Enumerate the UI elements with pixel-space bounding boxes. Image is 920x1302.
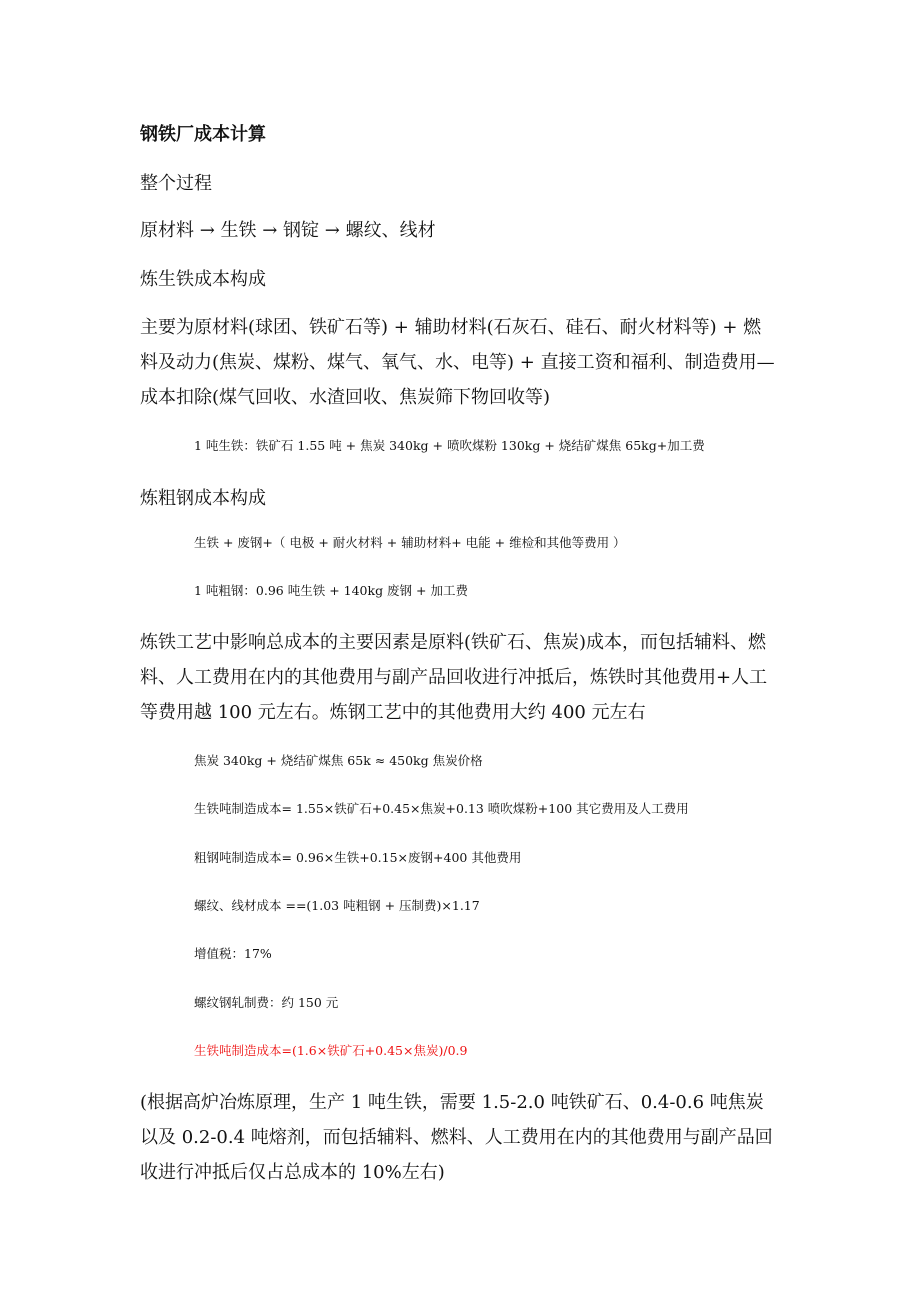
- section-heading-pig-iron: 炼生铁成本构成: [140, 269, 266, 290]
- section-heading-process: 整个过程: [140, 173, 212, 194]
- pig-iron-paragraph-line-3: 成本扣除(煤气回收、水渣回收、焦炭筛下物回收等): [140, 387, 551, 408]
- formula-coke: 焦炭 340kg + 烧结矿煤焦 65k ≈ 450kg 焦炭价格: [194, 753, 483, 768]
- note-paragraph-line-3: 收进行冲抵后仅占总成本的 10%左右): [140, 1162, 445, 1183]
- formula-rebar-cost: 螺纹、线材成本 ==(1.03 吨粗钢 + 压制费)×1.17: [194, 898, 480, 913]
- note-paragraph-line-1: (根据高炉冶炼原理，生产 1 吨生铁，需要 1.5-2.0 吨铁矿石、0.4-0.6 吨焦炭: [140, 1092, 764, 1113]
- formula-vat: 增值税：17%: [194, 946, 272, 961]
- factors-paragraph-line-1: 炼铁工艺中影响总成本的主要因素是原料(铁矿石、焦炭)成本，而包括辅料、燃: [140, 632, 767, 653]
- note-paragraph-line-2: 以及 0.2-0.4 吨熔剂，而包括辅料、燃料、人工费用在内的其他费用与副产品回: [140, 1127, 773, 1148]
- formula-crude-steel-cost: 粗钢吨制造成本= 0.96×生铁+0.15×废钢+400 其他费用: [194, 850, 522, 865]
- pig-iron-formula: 1 吨生铁：铁矿石 1.55 吨 + 焦炭 340kg + 喷吹煤粉 130kg + 烧结矿煤焦 65kg+加工费: [194, 438, 705, 453]
- pig-iron-paragraph-line-2: 料及动力(焦炭、煤粉、煤气、氧气、水、电等) + 直接工资和福利、制造费用—: [140, 352, 775, 373]
- section-heading-crude-steel: 炼粗钢成本构成: [140, 488, 266, 509]
- pig-iron-paragraph-line-1: 主要为原材料(球团、铁矿石等) + 辅助材料(石灰石、硅石、耐火材料等) + 燃: [140, 317, 762, 338]
- formula-red-highlight: 生铁吨制造成本=(1.6×铁矿石+0.45×焦炭)/0.9: [194, 1043, 468, 1058]
- formula-pig-iron-cost: 生铁吨制造成本= 1.55×铁矿石+0.45×焦炭+0.13 喷吹煤粉+100 其它费用及人工费用: [194, 801, 689, 816]
- crude-steel-items: 生铁 + 废钢+（ 电极 + 耐火材料 + 辅助材料+ 电能 + 维检和其他等费用 ）: [194, 535, 626, 550]
- factors-paragraph-line-3: 等费用越 100 元左右。炼钢工艺中的其他费用大约 400 元左右: [140, 702, 646, 723]
- factors-paragraph-line-2: 料、人工费用在内的其他费用与副产品回收进行冲抵后，炼铁时其他费用+人工: [140, 667, 768, 688]
- formula-rolling-fee: 螺纹钢轧制费：约 150 元: [194, 995, 339, 1010]
- process-flow: 原材料 → 生铁 → 钢锭 → 螺纹、线材: [140, 220, 436, 241]
- document-title: 钢铁厂成本计算: [140, 124, 266, 145]
- crude-steel-formula: 1 吨粗钢：0.96 吨生铁 + 140kg 废钢 + 加工费: [194, 583, 468, 598]
